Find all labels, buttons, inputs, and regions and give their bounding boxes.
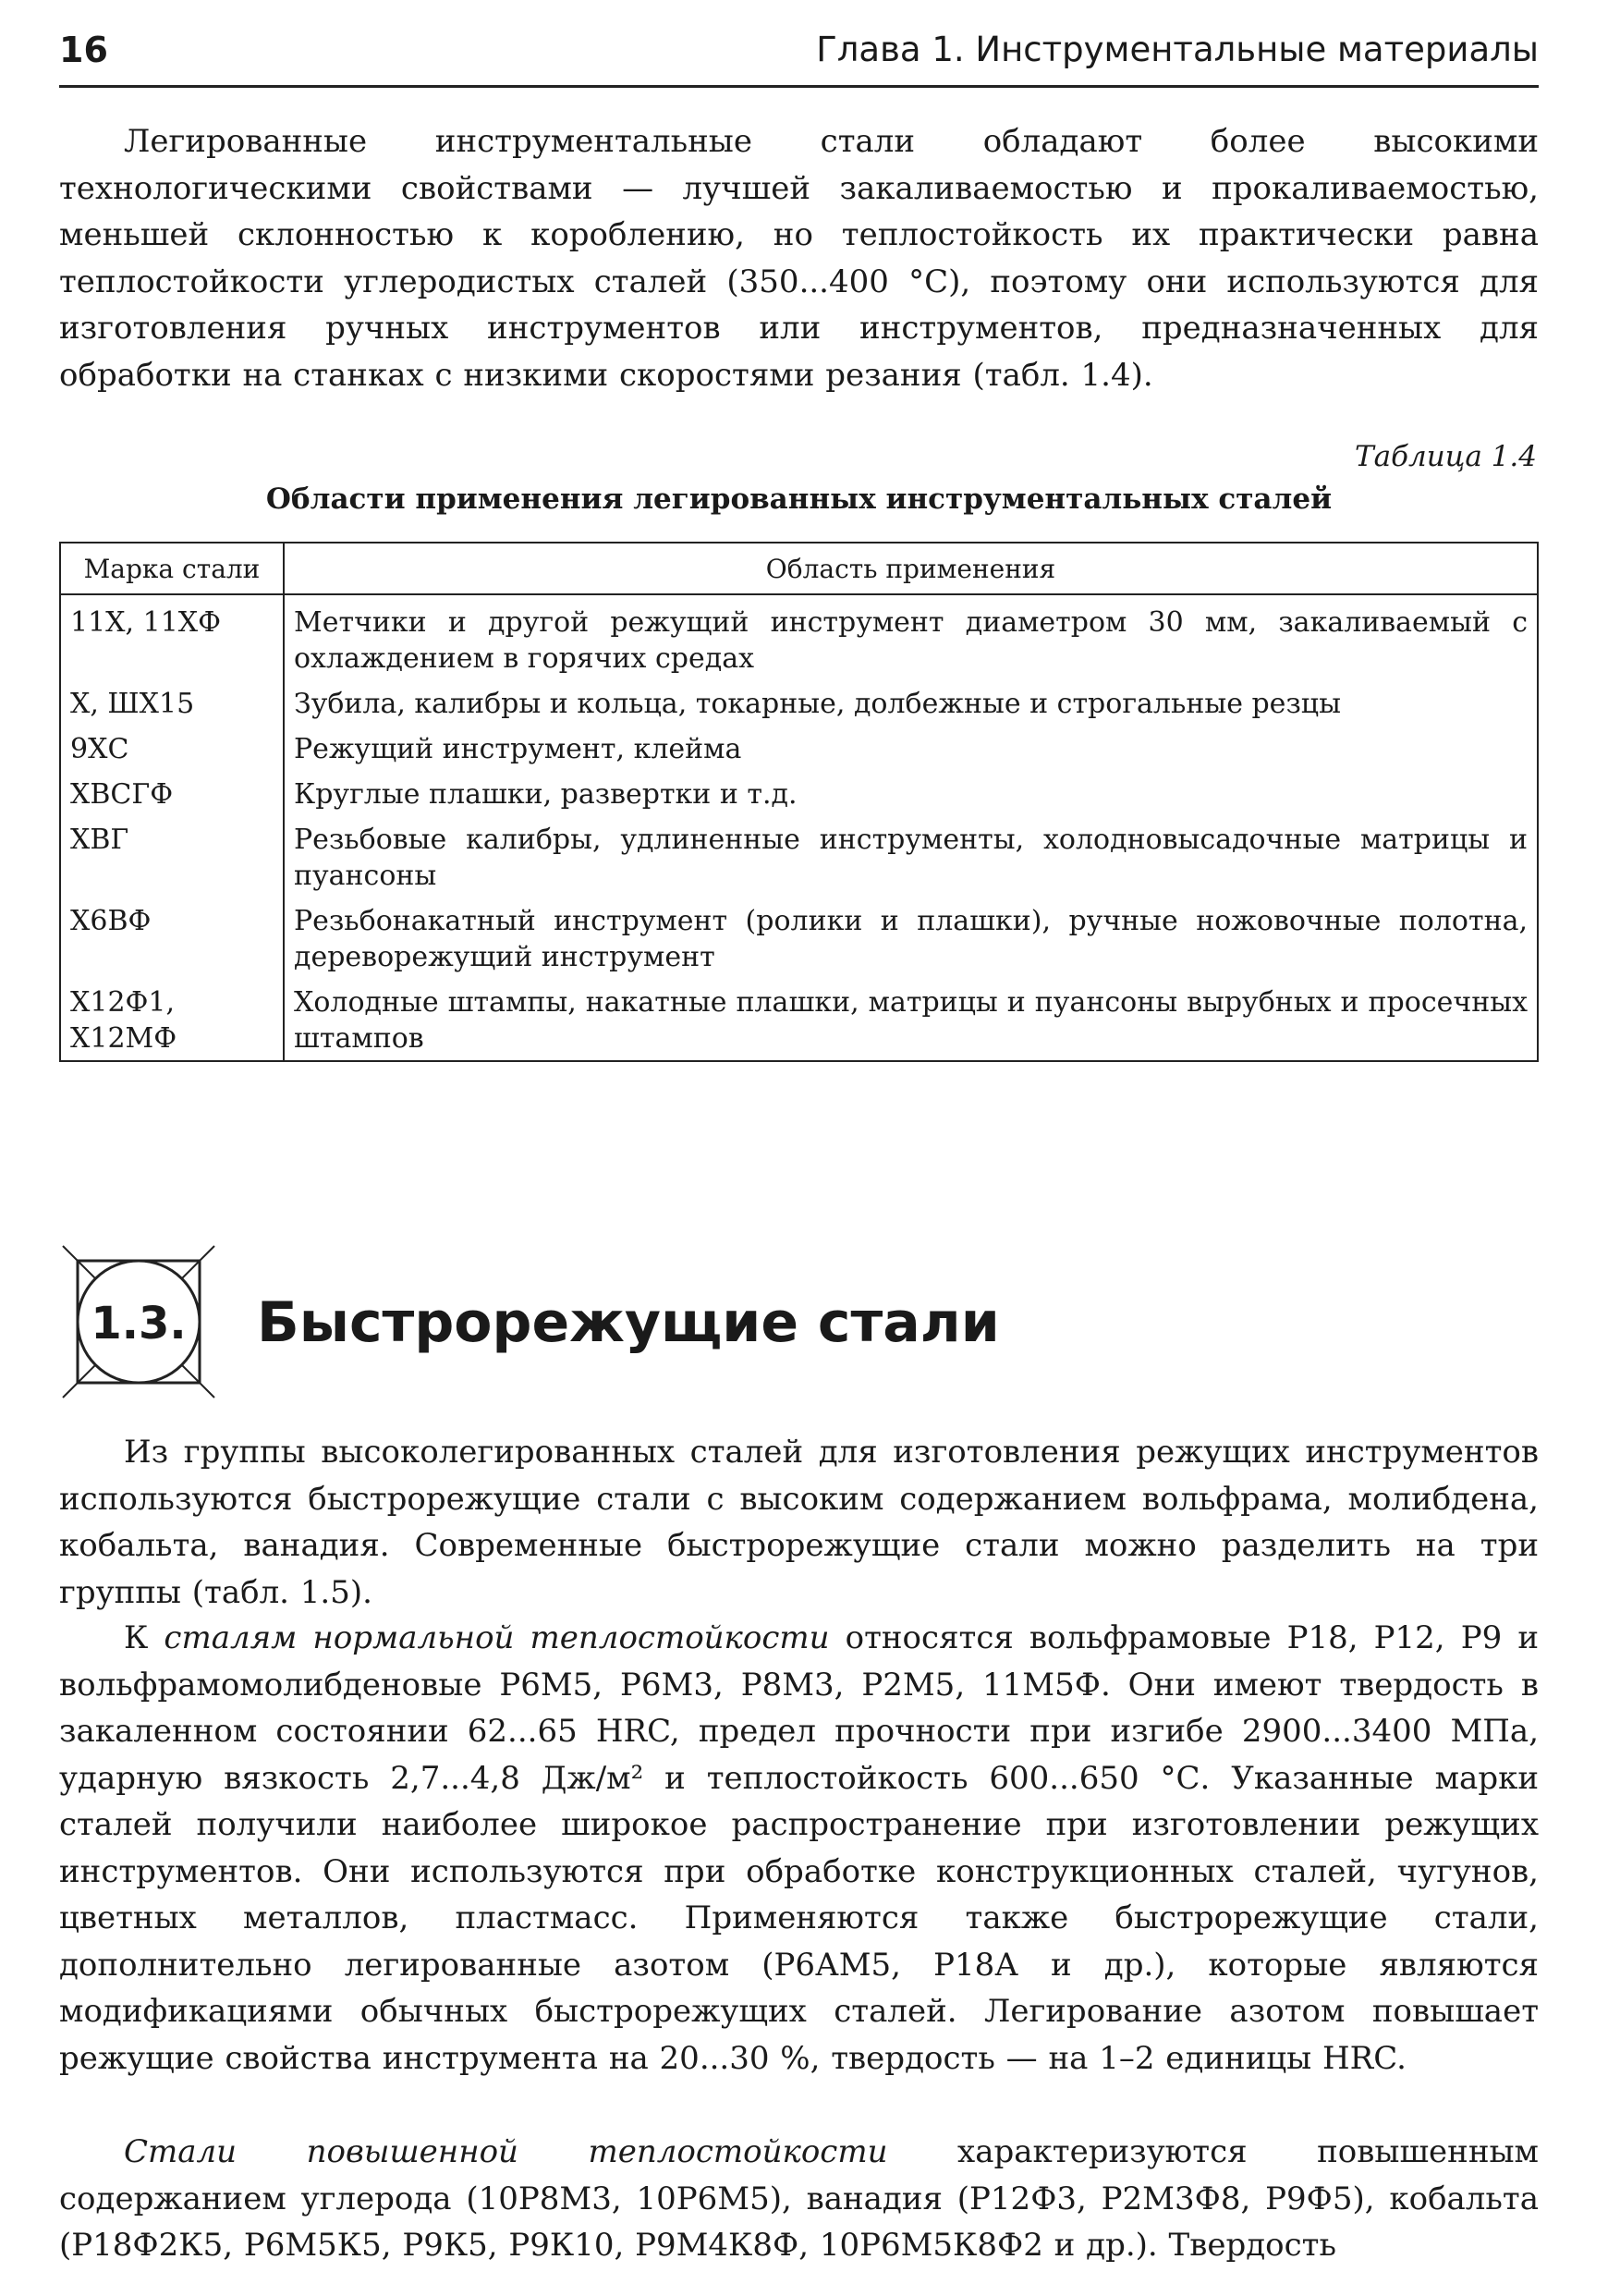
steel-mark-cell: Х, ШХ15 [60, 680, 284, 726]
steel-mark-cell: Х6ВФ [60, 898, 284, 979]
table-row [60, 771, 1538, 816]
application-cell: Резьбовые калибры, удлиненные инструменты, холодновысадочные матрицы и пуансоны [284, 816, 1538, 898]
application-cell: Холодные штампы, накатные плашки, матрицы и пуансоны вырубных и просечных штампов [284, 979, 1538, 1061]
table-row [60, 898, 1538, 979]
steel-mark-cell: ХВГ [60, 816, 284, 898]
term-normal-heat-resistance: сталям нормальной теплостойкости [164, 1619, 830, 1656]
section-number: 1.3. [91, 1298, 187, 1350]
column-header-mark: Марка стали [60, 543, 284, 594]
steel-mark-cell: 9ХС [60, 726, 284, 771]
paragraph-normal-heat-resistance [59, 1615, 1539, 2082]
term-high-heat-resistance: Стали повышенной теплостойкости [124, 2133, 888, 2170]
table-row [60, 979, 1538, 1061]
table-row [60, 816, 1538, 898]
table-row [60, 726, 1538, 771]
steel-mark-cell: 11Х, 11ХФ [60, 594, 284, 680]
page-header [59, 24, 1539, 79]
running-head: Глава 1. Инструментальные материалы [816, 30, 1539, 69]
application-cell: Резьбонакатный инструмент (ролики и плашки), ручные ножовочные полотна, дереворежущий инструмент [284, 898, 1538, 979]
paragraph-body: относятся вольфрамовые Р18, Р12, Р9 и вольфрамомолибденовые Р6М5, Р6М3, Р8М3, Р2М5, 11М5Ф. Они имеют твердость в закаленном состоянии 62...65 HRC, предел прочности при изгибе 2900...3400 МПа, ударную вязкость 2,7...4,8 Дж/м² и теплостойкость 600...650 °С. Указанные марки сталей получили наиболее широкое распространение при изготовлении режущих инструментов. Они используются при обработке конструкционных сталей, чугунов, цветных металлов, пластмасс. Применяются также быстрорежущие стали, дополнительно легированные азотом (Р6АМ5, Р18А и др.), которые являются модификациями обычных быстрорежущих сталей. Легирование азотом повышает режущие свойства инструмента на 20...30 %, твердость — на 1–2 единицы HRC. [59, 1619, 1539, 2077]
paragraph-groups: Из группы высоколегированных сталей для изготовления режущих инструментов используются быстрорежущие стали с высоким содержанием вольфрама, молибдена, кобальта, ванадия. Современные быстрорежущие стали можно разделить на три группы (табл. 1.5). [59, 1434, 1539, 1611]
table-header-row [60, 543, 1538, 594]
application-cell: Метчики и другой режущий инструмент диаметром 30 мм, закаливаемый с охлаждением в горячих средах [284, 594, 1538, 680]
page-number: 16 [59, 30, 108, 70]
steel-mark-cell: Х12Ф1, Х12МФ [60, 979, 284, 1061]
application-cell: Зубила, калибры и кольца, токарные, долбежные и строгальные резцы [284, 680, 1538, 726]
table-label: Таблица 1.4 [1354, 440, 1537, 473]
steel-applications-table [59, 542, 1539, 1062]
header-rule [59, 85, 1539, 88]
column-header-area: Область применения [284, 543, 1538, 594]
paragraph-body: характеризуются повышенным содержанием углерода (10Р8М3, 10Р6М5), ванадия (Р12Ф3, Р2М3Ф8, Р9Ф5), кобальта (Р18Ф2К5, Р6М5К5, Р9К5, Р9К10, Р9М4К8Ф, 10Р6М5К8Ф2 и др.). Твердость [59, 2133, 1540, 2264]
paragraph-high-heat-resistance [59, 2129, 1539, 2269]
table-row [60, 594, 1538, 680]
application-cell: Режущий инструмент, клейма [284, 726, 1538, 771]
table-title: Области применения легированных инструментальных сталей [265, 482, 1333, 516]
table-row [60, 680, 1538, 726]
steel-mark-cell: ХВСГФ [60, 771, 284, 816]
application-cell: Круглые плашки, развертки и т.д. [284, 771, 1538, 816]
section-title: Быстрорежущие стали [257, 1290, 1000, 1355]
intro-paragraph: Легированные инструментальные стали обладают более высокими технологическими свойствами — лучшей закаливаемостью и прокаливаемостью, меньшей склонностью к короблению, но теплостойкость их практически равна теплостойкости углеродистых сталей (350...400 °С), поэтому они используются для изготовления ручных инструментов или инструментов, предназначенных для обработки на станках с низкими скоростями резания (табл. 1.4). [59, 123, 1539, 394]
paragraph-lead: К [124, 1619, 164, 1656]
section-number-icon [59, 1242, 218, 1401]
